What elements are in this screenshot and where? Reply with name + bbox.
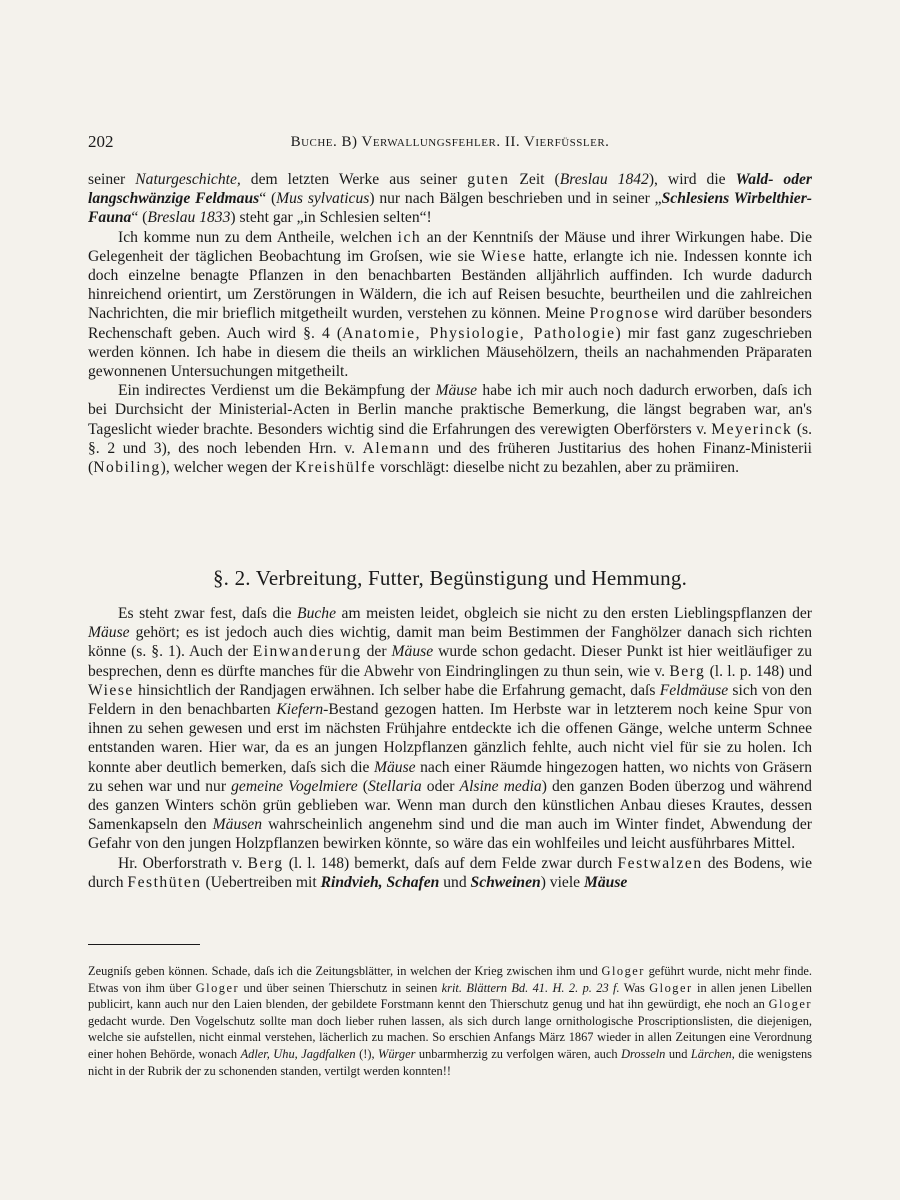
intro-text xyxy=(88,170,812,477)
section-text xyxy=(88,604,812,892)
paragraph: Hr. Oberforstrath v. Berg (l. l. 148) bemerkt, daſs auf dem Felde zwar durch Festwalzen des Bodens, wie durch Festhüten (Uebertreiben mit Rindvieh, Schafen und Schweinen) viele Mäuse xyxy=(88,854,812,891)
footnote-paragraph: Zeugniſs geben können. Schade, daſs ich die Zeitungsblätter, in welchen der Krieg zwischen ihm und Gloger geführt wurde, nicht mehr finde. Etwas von ihm über Gloger und über seinen Thierschutz in seinen krit. Blättern Bd. 41. H. 2. p. 23 f. Was Gloger in allen jenen Libellen publicirt, kann auch nur den Laien blenden, der gebildete Forstmann kennt den Thierschutz genug und hat ihn gewürdigt, ehe noch an Gloger gedacht wurde. Den Vogelschutz sollte man doch lieber ruhen lassen, als sich durch lange ornithologische Proscriptionslisten, die diejenigen, welche sie aufstellen, nicht einmal verstehen, lächerlich zu machen. So erschien Anfangs März 1867 wieder in allen Zeitungen eine Verordnung einer hohen Behörde, wonach Adler, Uhu, Jagdfalken (!), Würger unbarmherzig zu verfolgen wären, auch Drosseln und Lärchen, die wenigstens nicht in der Rubrik der zu schonenden standen, vertilgt werden konnten!! xyxy=(88,964,813,1078)
paragraph: Ein indirectes Verdienst um die Bekämpfung der Mäuse habe ich mir auch noch dadurch erworben, daſs ich bei Durchsicht der Ministerial-Acten in Berlin manche praktische Bemerkung, die längst begraben war, an's Tageslicht wieder brachte. Besonders wichtig sind die Erfahrungen des verewigten Oberförsters v. Meyerinck (s. §. 2 und 3), des noch lebenden Hrn. v. Alemann und des früheren Justitarius des hohen Finanz-Ministerii (Nobiling), welcher wegen der Kreishülfe vorschlägt: dieselbe nicht zu bezahlen, aber zu prämiiren. xyxy=(88,382,812,477)
footnote xyxy=(88,963,812,1079)
paragraph: Es steht zwar fest, daſs die Buche am meisten leidet, obgleich sie nicht zu den ersten Lieblingspflanzen der Mäuse gehört; es ist jedoch auch dies wichtig, damit man beim Bestimmen der Fanghölzer danach sich richten könne (s. §. 1). Auch der Einwanderung der Mäuse wurde schon gedacht. Dieser Punkt ist hier weitläufiger zu besprechen, denn es dürfte manches für die Abwehr von Eindringlingen zu thun sein, wie v. Berg (l. l. p. 148) und Wiese hinsichtlich der Randjagen erwähnen. Ich selber habe die Erfahrung gemacht, daſs Feldmäuse sich von den Feldern in den benachbarten Kiefern-Bestand gezogen hatten. Im Herbste war in letzterem noch keine Spur von ihnen zu sehen gewesen und erst im nächsten Frühjahre entdeckte ich die offenen Gänge, welche unterm Schnee entstanden waren. Hier war, da es an jungen Holzpflanzen gänzlich fehlte, auch nicht viel für sie zu holen. Ich konnte aber deutlich bemerken, daſs sich die Mäuse nach einer Räumde hingezogen hatten, wo nichts von Gräsern zu sehen war und nur gemeine Vogelmiere (Stellaria oder Alsine media) den ganzen Boden überzog und während des ganzen Winters schön grün geblieben war. Wenn man durch den künstlichen Anbau dieses Krautes, dessen Samenkapseln den Mäusen wahrscheinlich angenehm sind und die man auch im Winter findet, Abwendung der Gefahr von den jungen Holzpflanzen bewirken könnte, so wäre das ein wohlfeiles und leicht ausführbares Mittel. xyxy=(88,605,812,853)
section-heading: §. 2. Verbreitung, Futter, Begünstigung und Hemmung. xyxy=(212,566,688,590)
running-head: Buche. B) Verwallungsfehler. II. Vierfüssler. xyxy=(290,134,610,150)
paragraph: Ich komme nun zu dem Antheile, welchen ich an der Kenntniſs der Mäuse und ihrer Wirkungen habe. Die Gelegenheit der täglichen Beobachtung im Groſsen, wie sie Wiese hatte, erlangte ich nie. Indessen konnte ich doch einzelne benagte Pflanzen in den benachbarten Beständen alljährlich auffinden. Ich wurde dadurch hinreichend orientirt, um Zerstörungen in Wäldern, die ich auf Reisen besuchte, beurtheilen und die zahlreichen Nachrichten, die mir brieflich mitgetheilt wurden, verstehen zu können. Meine Prognose wird darüber besonders Rechenschaft geben. Auch wird §. 4 (Anatomie, Physiologie, Pathologie) mir fast ganz zugeschrieben werden können. Ich habe in diesem die theils an wirklichen Mäusehölzern, theils an nachahmenden Präparaten gewonnenen Untersuchungen mitgetheilt. xyxy=(88,228,813,381)
page-number: 202 xyxy=(88,132,114,151)
paragraph: seiner Naturgeschichte, dem letzten Werke aus seiner guten Zeit (Breslau 1842), wird die Wald- oder langschwänzige Feldmaus“ (Mus sylvaticus) nur nach Bälgen beschrieben und in seiner „Schlesiens Wirbelthier-Fauna“ (Breslau 1833) steht gar „in Schlesien selten“! xyxy=(88,171,812,227)
footnote-divider xyxy=(88,944,200,945)
